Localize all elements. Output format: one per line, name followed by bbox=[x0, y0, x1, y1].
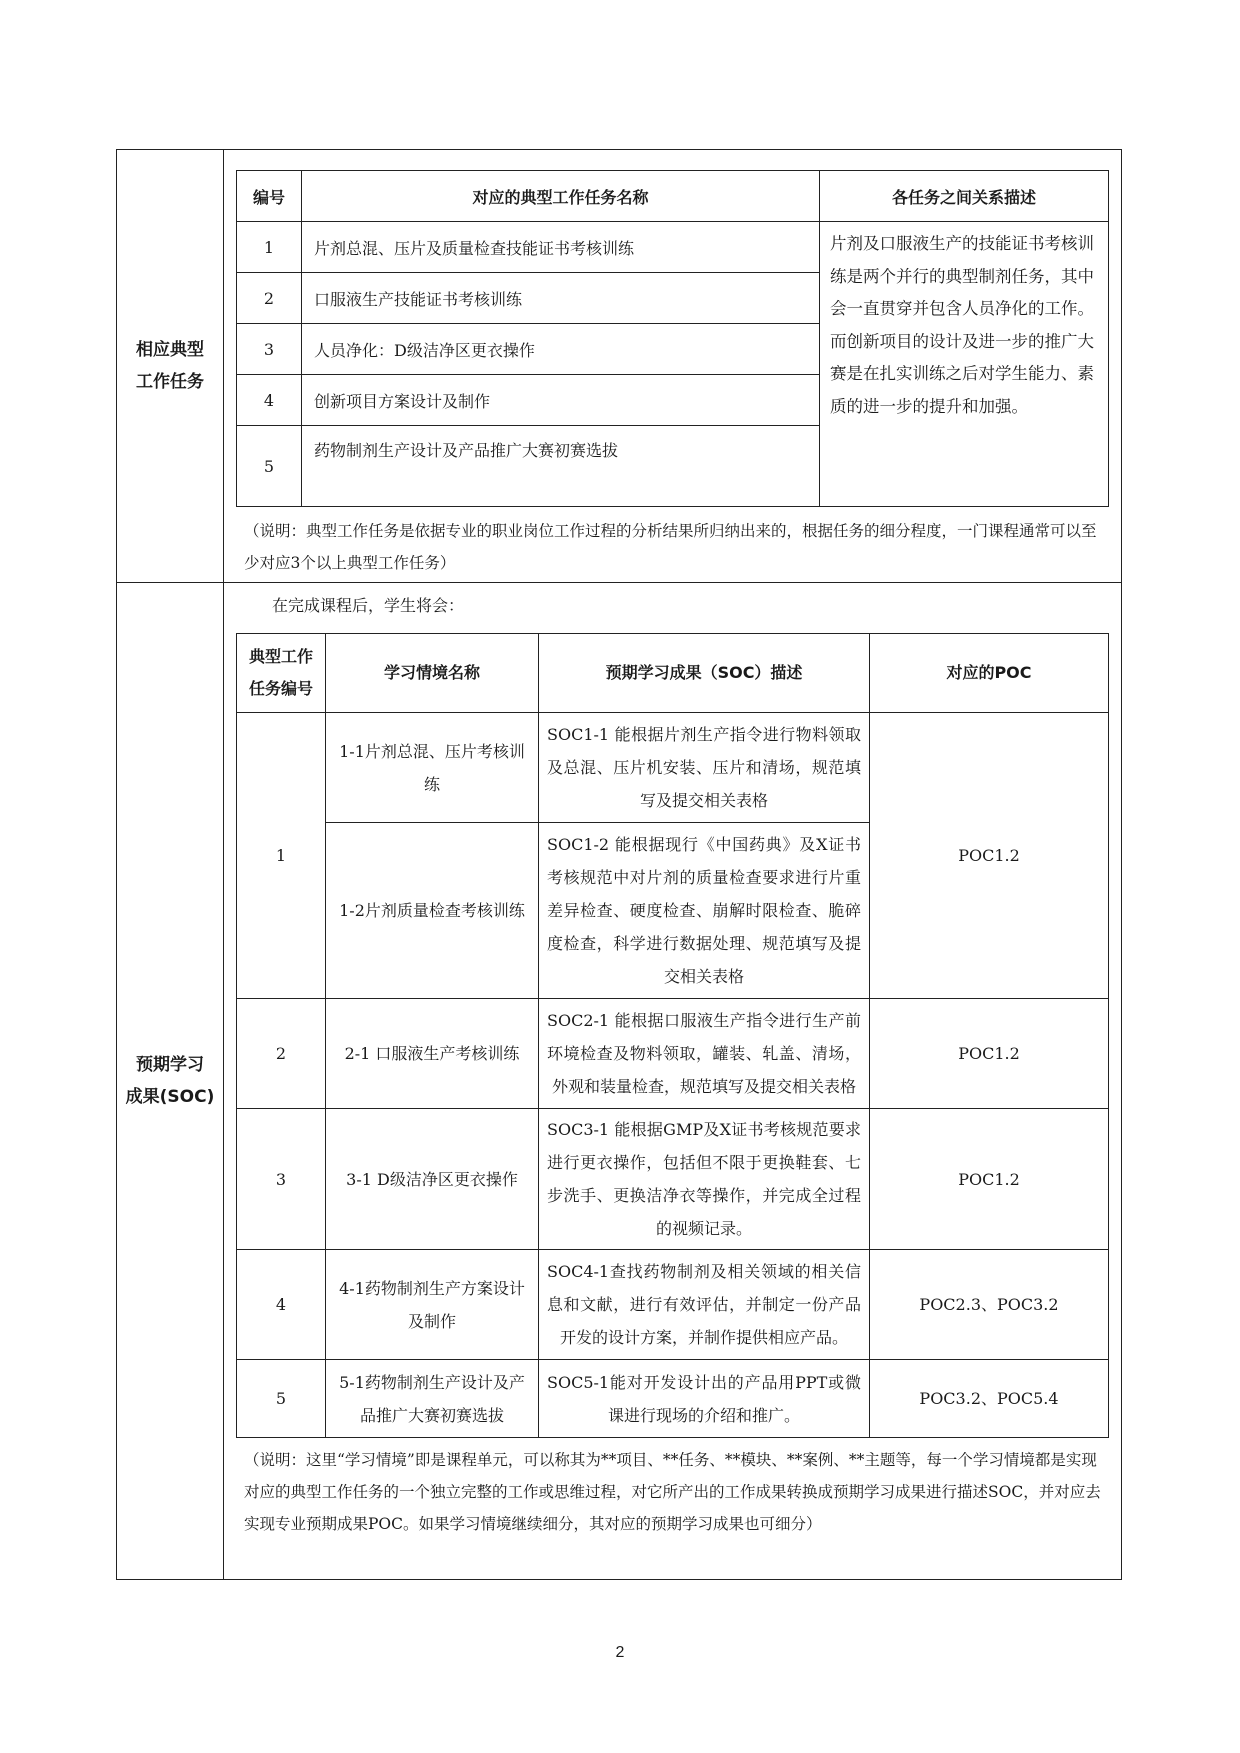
table-header-row bbox=[237, 634, 1109, 713]
situation-name: 1-2片剂质量检查考核训练 bbox=[326, 823, 539, 999]
soc-description: SOC4-1查找药物制剂及相关领域的相关信息和文献，进行有效评估，并制定一份产品开发的设计方案，并制作提供相应产品。 bbox=[539, 1250, 870, 1360]
task-name: 口服液生产技能证书考核训练 bbox=[302, 273, 820, 324]
header-line: 任务编号 bbox=[248, 679, 313, 699]
typical-tasks-content bbox=[224, 150, 1122, 583]
typical-tasks-row bbox=[117, 150, 1122, 583]
task-num: 3 bbox=[237, 324, 302, 375]
soc-description: SOC1-1 能根据片剂生产指令进行物料领取及总混、压片机安装、压片和清场，规范填写及提交相关表格 bbox=[539, 713, 870, 823]
situation-name: 5-1药物制剂生产设计及产品推广大赛初赛选拔 bbox=[326, 1360, 539, 1438]
expected-outcomes-content bbox=[224, 583, 1122, 1580]
typical-tasks-label bbox=[117, 150, 224, 583]
task-name: 药物制剂生产设计及产品推广大赛初赛选拔 bbox=[302, 426, 820, 507]
task-code: 3 bbox=[237, 1109, 326, 1250]
table-row bbox=[237, 1109, 1109, 1250]
outcomes-intro: 在完成课程后，学生将会： bbox=[272, 596, 465, 616]
header-soc: 预期学习成果（SOC）描述 bbox=[539, 634, 870, 713]
header-line: 典型工作 bbox=[248, 647, 313, 667]
soc-description: SOC5-1能对开发设计出的产品用PPT或微课进行现场的介绍和推广。 bbox=[539, 1360, 870, 1438]
task-name: 创新项目方案设计及制作 bbox=[302, 375, 820, 426]
task-code: 5 bbox=[237, 1360, 326, 1438]
label-line: 相应典型 bbox=[136, 340, 204, 361]
poc-value: POC2.3、POC3.2 bbox=[870, 1250, 1109, 1360]
outcomes-note: （说明：这里“学习情境”即是课程单元，可以称其为**项目、**任务、**模块、**案例、**主题等，每一个学习情境都是实现对应的典型工作任务的一个独立完整的工作或思维过程，对它所产出的工作成果转换成预期学习成果进行描述SOC，并对应去实现专业预期成果POC。如果学习情境继续细分，其对应的预期学习成果也可细分） bbox=[244, 1451, 1101, 1534]
soc-table bbox=[236, 633, 1109, 1438]
label-line: 预期学习 bbox=[136, 1055, 204, 1076]
situation-name: 3-1 D级洁净区更衣操作 bbox=[326, 1109, 539, 1250]
table-header-row bbox=[237, 171, 1109, 222]
task-name: 片剂总混、压片及质量检查技能证书考核训练 bbox=[302, 222, 820, 273]
header-situation: 学习情境名称 bbox=[326, 634, 539, 713]
page-number: 2 bbox=[615, 1644, 625, 1661]
soc-description: SOC2-1 能根据口服液生产指令进行生产前环境检查及物料领取，罐装、轧盖、清场，外观和装量检查，规范填写及提交相关表格 bbox=[539, 999, 870, 1109]
task-num: 1 bbox=[237, 222, 302, 273]
poc-value: POC3.2、POC5.4 bbox=[870, 1360, 1109, 1438]
task-num: 2 bbox=[237, 273, 302, 324]
task-code: 4 bbox=[237, 1250, 326, 1360]
table-row bbox=[237, 222, 1109, 273]
poc-value: POC1.2 bbox=[870, 999, 1109, 1109]
expected-outcomes-label bbox=[117, 583, 224, 1580]
situation-name: 4-1药物制剂生产方案设计及制作 bbox=[326, 1250, 539, 1360]
soc-description: SOC3-1 能根据GMP及X证书考核规范要求进行更衣操作，包括但不限于更换鞋套、七步洗手、更换洁净衣等操作，并完成全过程的视频记录。 bbox=[539, 1109, 870, 1250]
typical-tasks-note: （说明：典型工作任务是依据专业的职业岗位工作过程的分析结果所归纳出来的，根据任务的细分程度，一门课程通常可以至少对应3个以上典型工作任务） bbox=[244, 522, 1097, 572]
typical-tasks-table bbox=[236, 170, 1109, 507]
poc-value: POC1.2 bbox=[870, 1109, 1109, 1250]
table-row bbox=[237, 1250, 1109, 1360]
label-line: 成果(SOC) bbox=[125, 1087, 215, 1108]
header-task-name: 对应的典型工作任务名称 bbox=[302, 171, 820, 222]
expected-outcomes-row bbox=[117, 583, 1122, 1580]
poc-value: POC1.2 bbox=[870, 713, 1109, 999]
situation-name: 1-1片剂总混、压片考核训练 bbox=[326, 713, 539, 823]
header-poc: 对应的POC bbox=[870, 634, 1109, 713]
table-row bbox=[237, 999, 1109, 1109]
label-line: 工作任务 bbox=[136, 372, 204, 393]
task-name: 人员净化：D级洁净区更衣操作 bbox=[302, 324, 820, 375]
task-num: 5 bbox=[237, 426, 302, 507]
table-row bbox=[237, 713, 1109, 823]
task-num: 4 bbox=[237, 375, 302, 426]
soc-description: SOC1-2 能根据现行《中国药典》及X证书考核规范中对片剂的质量检查要求进行片重差异检查、硬度检查、崩解时限检查、脆碎度检查，科学进行数据处理、规范填写及提交相关表格 bbox=[539, 823, 870, 999]
task-relation-description: 片剂及口服液生产的技能证书考核训练是两个并行的典型制剂任务，其中会一直贯穿并包含人员净化的工作。而创新项目的设计及进一步的推广大赛是在扎实训练之后对学生能力、素质的进一步的提升和加强。 bbox=[820, 222, 1109, 507]
task-code: 2 bbox=[237, 999, 326, 1109]
header-relation: 各任务之间关系描述 bbox=[820, 171, 1109, 222]
task-code: 1 bbox=[237, 713, 326, 999]
header-num: 编号 bbox=[237, 171, 302, 222]
header-task-code bbox=[237, 634, 326, 713]
situation-name: 2-1 口服液生产考核训练 bbox=[326, 999, 539, 1109]
table-row bbox=[237, 1360, 1109, 1438]
course-outline-table bbox=[116, 149, 1122, 1580]
